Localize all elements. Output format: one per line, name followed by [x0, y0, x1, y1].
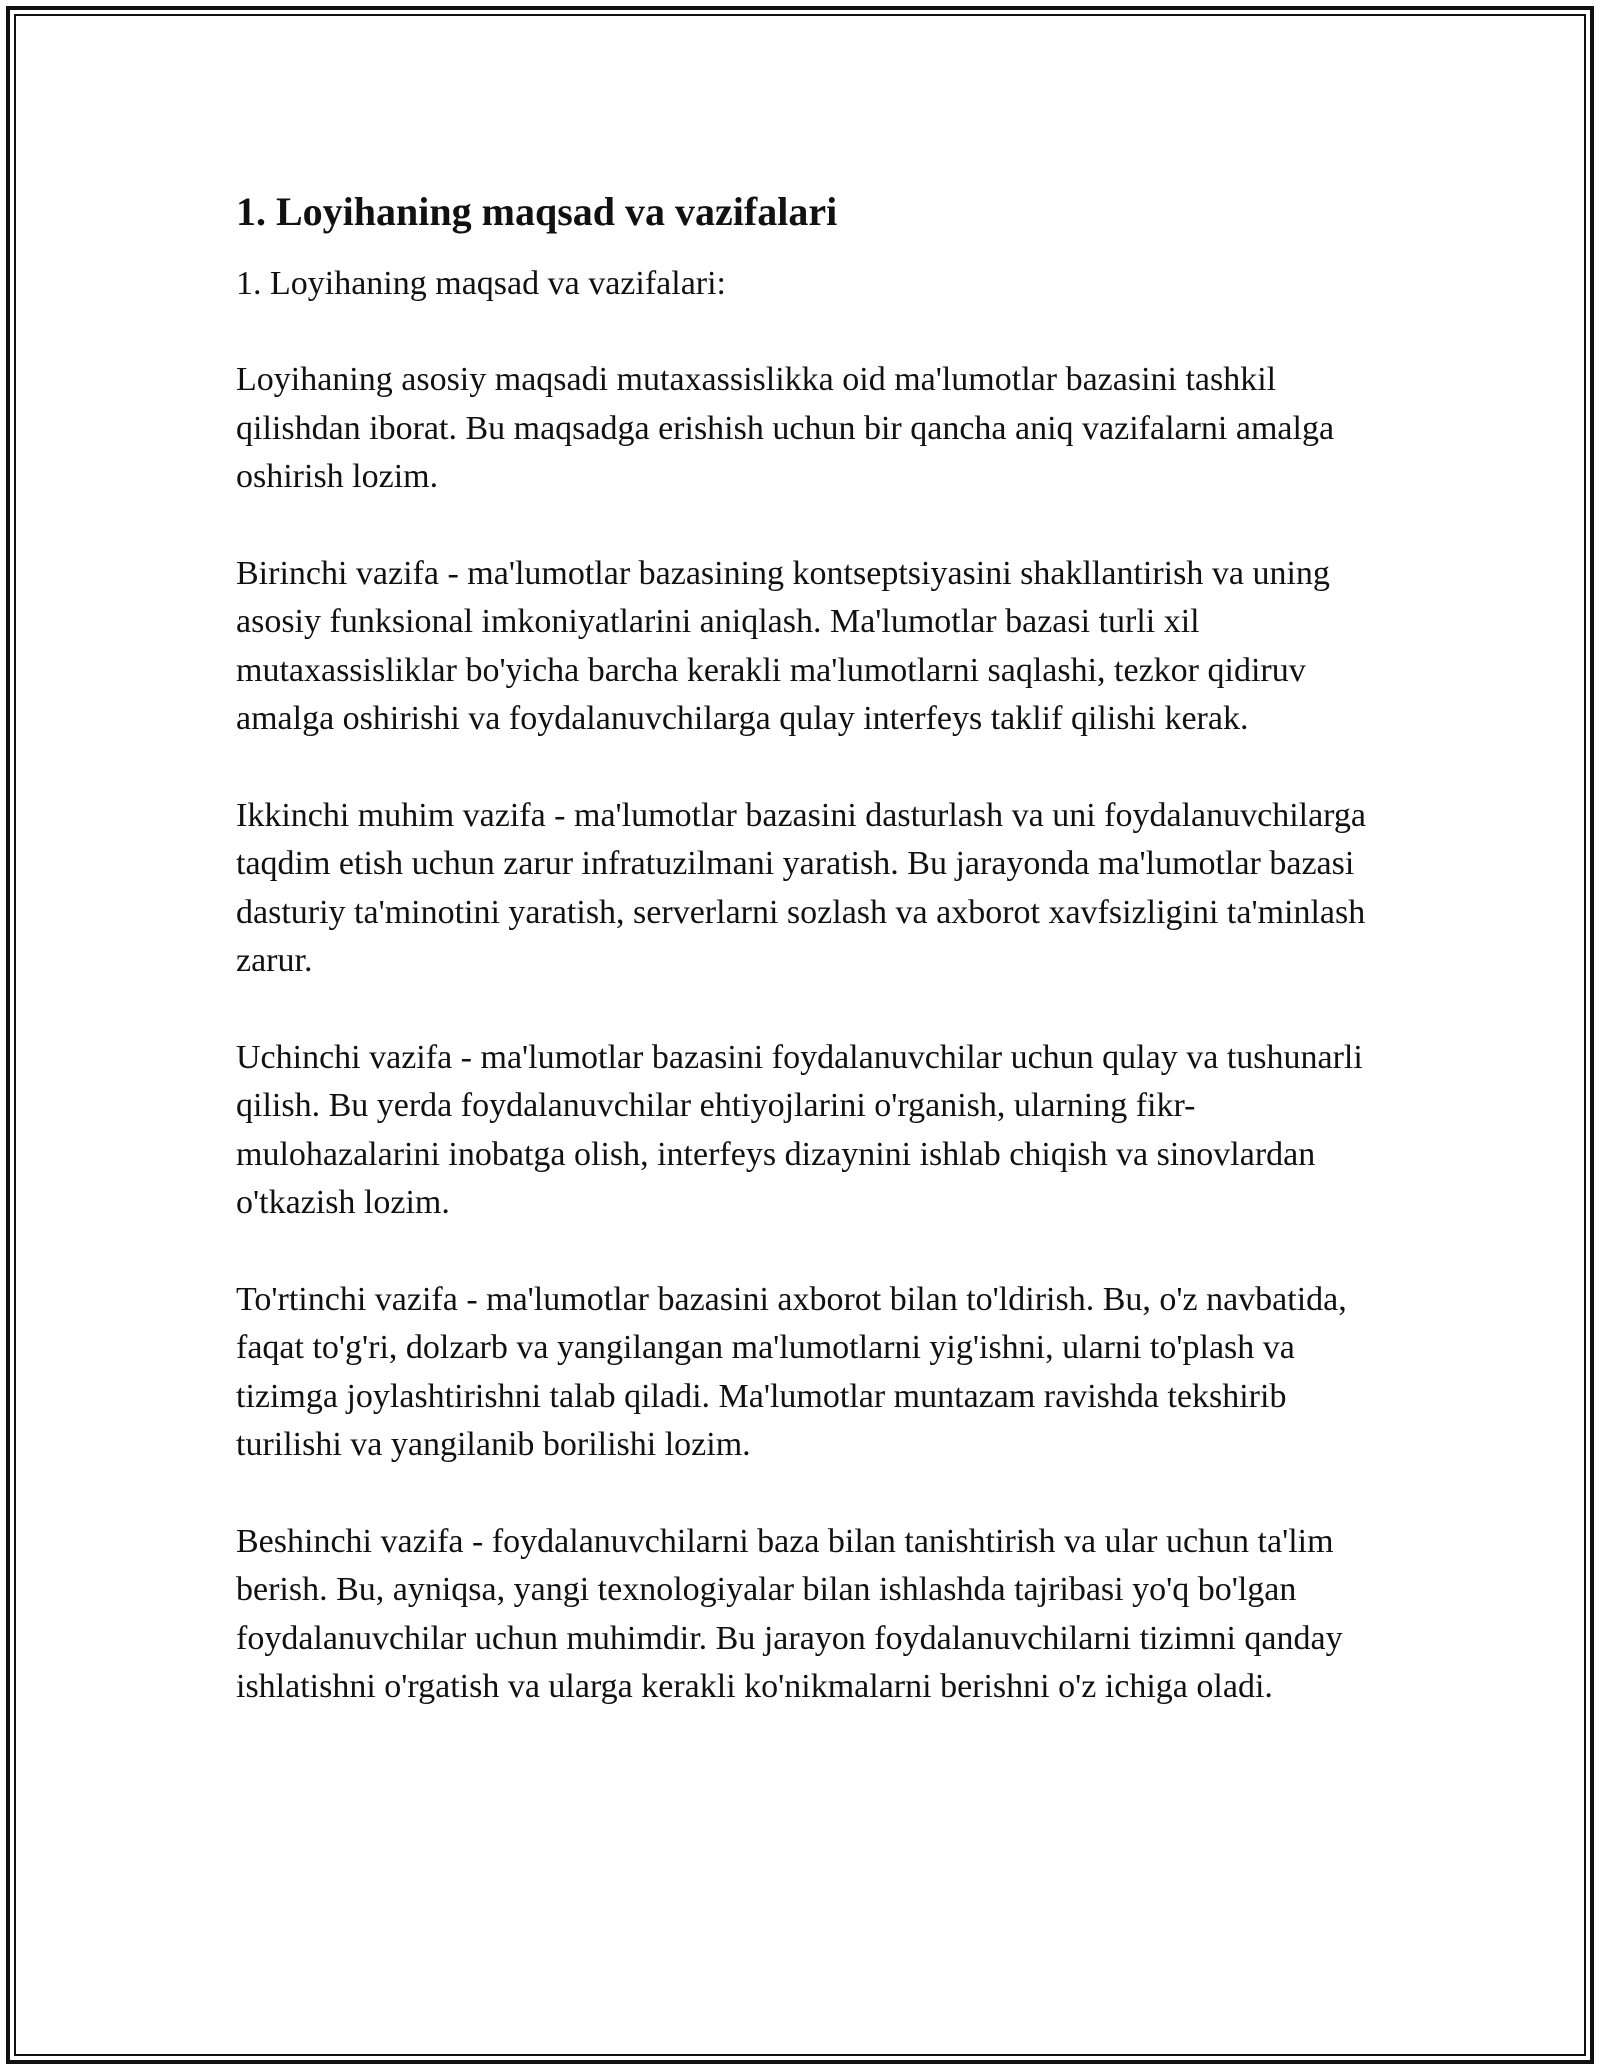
- section-subtitle: 1. Loyihaning maqsad va vazifalari:: [236, 265, 726, 302]
- paragraph-task-1: Birinchi vazifa - ma'lumotlar bazasining kontseptsiyasini shakllantirish va uning asosiy funksional imkoniyatlarini aniqlash. Ma'lumotlar bazasi turli xil mutaxassisliklar bo'yicha barcha kerakli ma'lumotlarni saqlashi, tezkor qidiruv amalga oshirishi va foydalanuvchilarga qulay interfeys taklif qilishi kerak.: [236, 554, 1330, 737]
- paragraph-task-2: Ikkinchi muhim vazifa - ma'lumotlar bazasini dasturlash va uni foydalanuvchilarga taqdim etish uchun zarur infratuzilmani yaratish. Bu jarayonda ma'lumotlar bazasi dasturiy ta'minotini yaratish, serverlarni sozlash va axborot xavfsizligini ta'minlash zarur.: [236, 796, 1366, 979]
- paragraph-task-5: Beshinchi vazifa - foydalanuvchilarni baza bilan tanishtirish va ular uchun ta'lim berish. Bu, ayniqsa, yangi texnologiyalar bilan ishlashda tajribasi yo'q bo'lgan foydalanuvchilar uchun muhimdir. Bu jarayon foydalanuvchilarni tizimni qanday ishlatishni o'rgatish va ularga kerakli ko'nikmalarni berishni o'z ichiga oladi.: [236, 1522, 1343, 1705]
- document-body: [236, 186, 1366, 1712]
- paragraph-task-4: To'rtinchi vazifa - ma'lumotlar bazasini axborot bilan to'ldirish. Bu, o'z navbatida, faqat to'g'ri, dolzarb va yangilangan ma'lumotlarni yig'ishni, ularni to'plash va tizimga joylashtirishni talab qiladi. Ma'lumotlar muntazam ravishda tekshirib turilishi va yangilanib borilishi lozim.: [236, 1280, 1347, 1463]
- paragraph-task-3: Uchinchi vazifa - ma'lumotlar bazasini foydalanuvchilar uchun qulay va tushunarli qilish. Bu yerda foydalanuvchilar ehtiyojlarini o'rganish, ularning fikr-mulohazalarini inobatga olish, interfeys dizaynini ishlab chiqish va sinovlardan o'tkazish lozim.: [236, 1038, 1363, 1221]
- document-title: 1. Loyihaning maqsad va vazifalari: [236, 189, 838, 234]
- paragraph-intro: Loyihaning asosiy maqsadi mutaxassislikka oid ma'lumotlar bazasini tashkil qilishdan iborat. Bu maqsadga erishish uchun bir qancha aniq vazifalarni amalga oshirish lozim.: [236, 361, 1335, 495]
